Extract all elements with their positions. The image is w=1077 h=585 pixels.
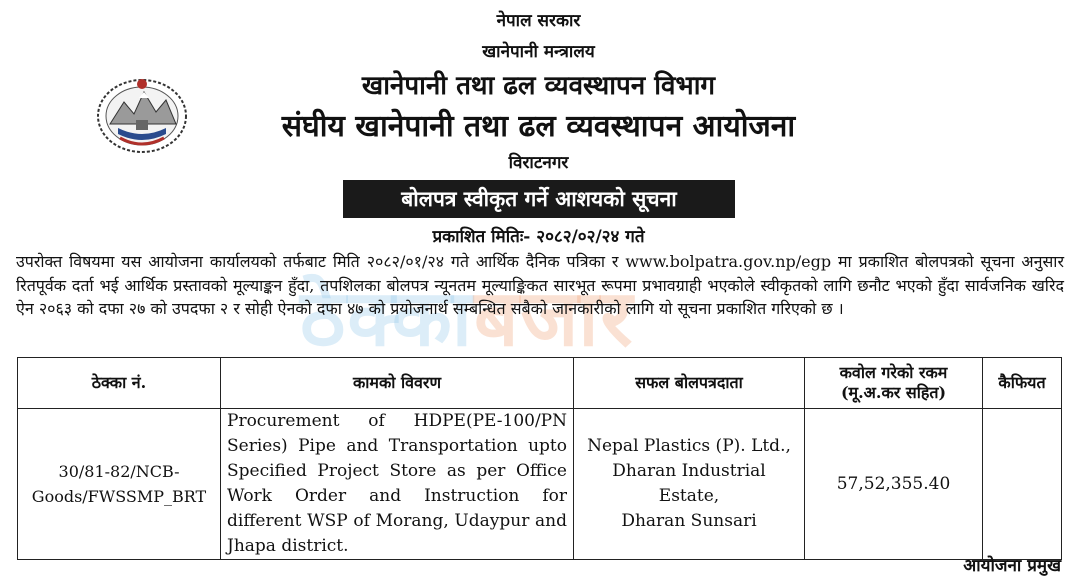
- city-name: विराटनगर: [508, 153, 569, 173]
- header-remarks: कैफियत: [983, 358, 1062, 409]
- table-header-row: [18, 358, 1062, 409]
- header-work-description: कामको विवरण: [221, 358, 574, 409]
- notice-body: उपरोक्त विषयमा यस आयोजना कार्यालयको तर्फबाट मिति २०८२/०१/२४ गते आर्थिक दैनिक पत्रिका र www.bolpatra.gov.np/egp मा प्रकाशित बोलपत्रको सूचना अनुसार रितपूर्वक दर्ता भई आर्थिक प्रस्तावको मूल्याङ्कन हुँदा, तपशिलका बोलपत्र न्यूनतम मूल्याङ्किकत सारभूत रूपमा प्रभावग्राही भएकोले स्वीकृतको लागि छनौट भएको हुँदा सार्वजनिक खरिद ऐन २०६३ को दफा २७ को उपदफा २ र सोही ऐनको दफा ४७ को प्रयोजनार्थ सम्बन्धित सबैको जानकारीको लागि यो सूचना प्रकाशित गरिएको छ ।: [16, 252, 1064, 318]
- notice-title-box: [343, 180, 735, 218]
- bidder-line3: Dharan Sunsari: [621, 511, 757, 531]
- award-table: [17, 357, 1062, 560]
- cell-bidder: [574, 409, 805, 560]
- ministry-name: खानेपानी मन्त्रालय: [482, 42, 595, 62]
- watermark-part2: बजार: [473, 274, 635, 364]
- government-name: नेपाल सरकार: [496, 11, 581, 31]
- project-name: संघीय खानेपानी तथा ढल व्यवस्थापन आयोजना: [281, 109, 796, 144]
- watermark-part1: ठेक्का: [300, 274, 474, 364]
- table-row: [18, 409, 1062, 560]
- header-bidder: सफल बोलपत्रदाता: [574, 358, 805, 409]
- header-amount-line2: (मू.अ.कर सहित): [840, 383, 947, 402]
- published-date: प्रकाशित मितिः- २०८२/०२/२४ गते: [432, 227, 645, 247]
- cell-contract-no: [18, 409, 221, 560]
- notice-title: बोलपत्र स्वीकृत गर्ने आशयको सूचना: [401, 186, 677, 211]
- department-name: खानेपानी तथा ढल व्यवस्थापन विभाग: [361, 71, 716, 101]
- header-amount: [805, 358, 983, 409]
- signatory: आयोजना प्रमुख: [963, 556, 1061, 576]
- header-contract-no: ठेक्का नं.: [18, 358, 221, 409]
- cell-remarks: [983, 409, 1062, 560]
- cell-amount: 57,52,355.40: [805, 409, 983, 560]
- header-amount-line1: कवोल गरेको रकम: [839, 363, 948, 382]
- contract-no-line2: Goods/FWSSMP_BRT: [31, 487, 207, 506]
- contract-no-line1: 30/81-82/NCB-: [58, 462, 180, 481]
- cell-description: Procurement of HDPE(PE-100/PN Series) Pipe and Transportation upto Specified Project Store as per Office Work Order and Instruction for different WSP of Morang, Udaypur and Jhapa district.: [221, 409, 574, 560]
- bidder-line2: Dharan Industrial Estate,: [612, 461, 766, 506]
- bidder-line1: Nepal Plastics (P). Ltd.,: [587, 436, 791, 456]
